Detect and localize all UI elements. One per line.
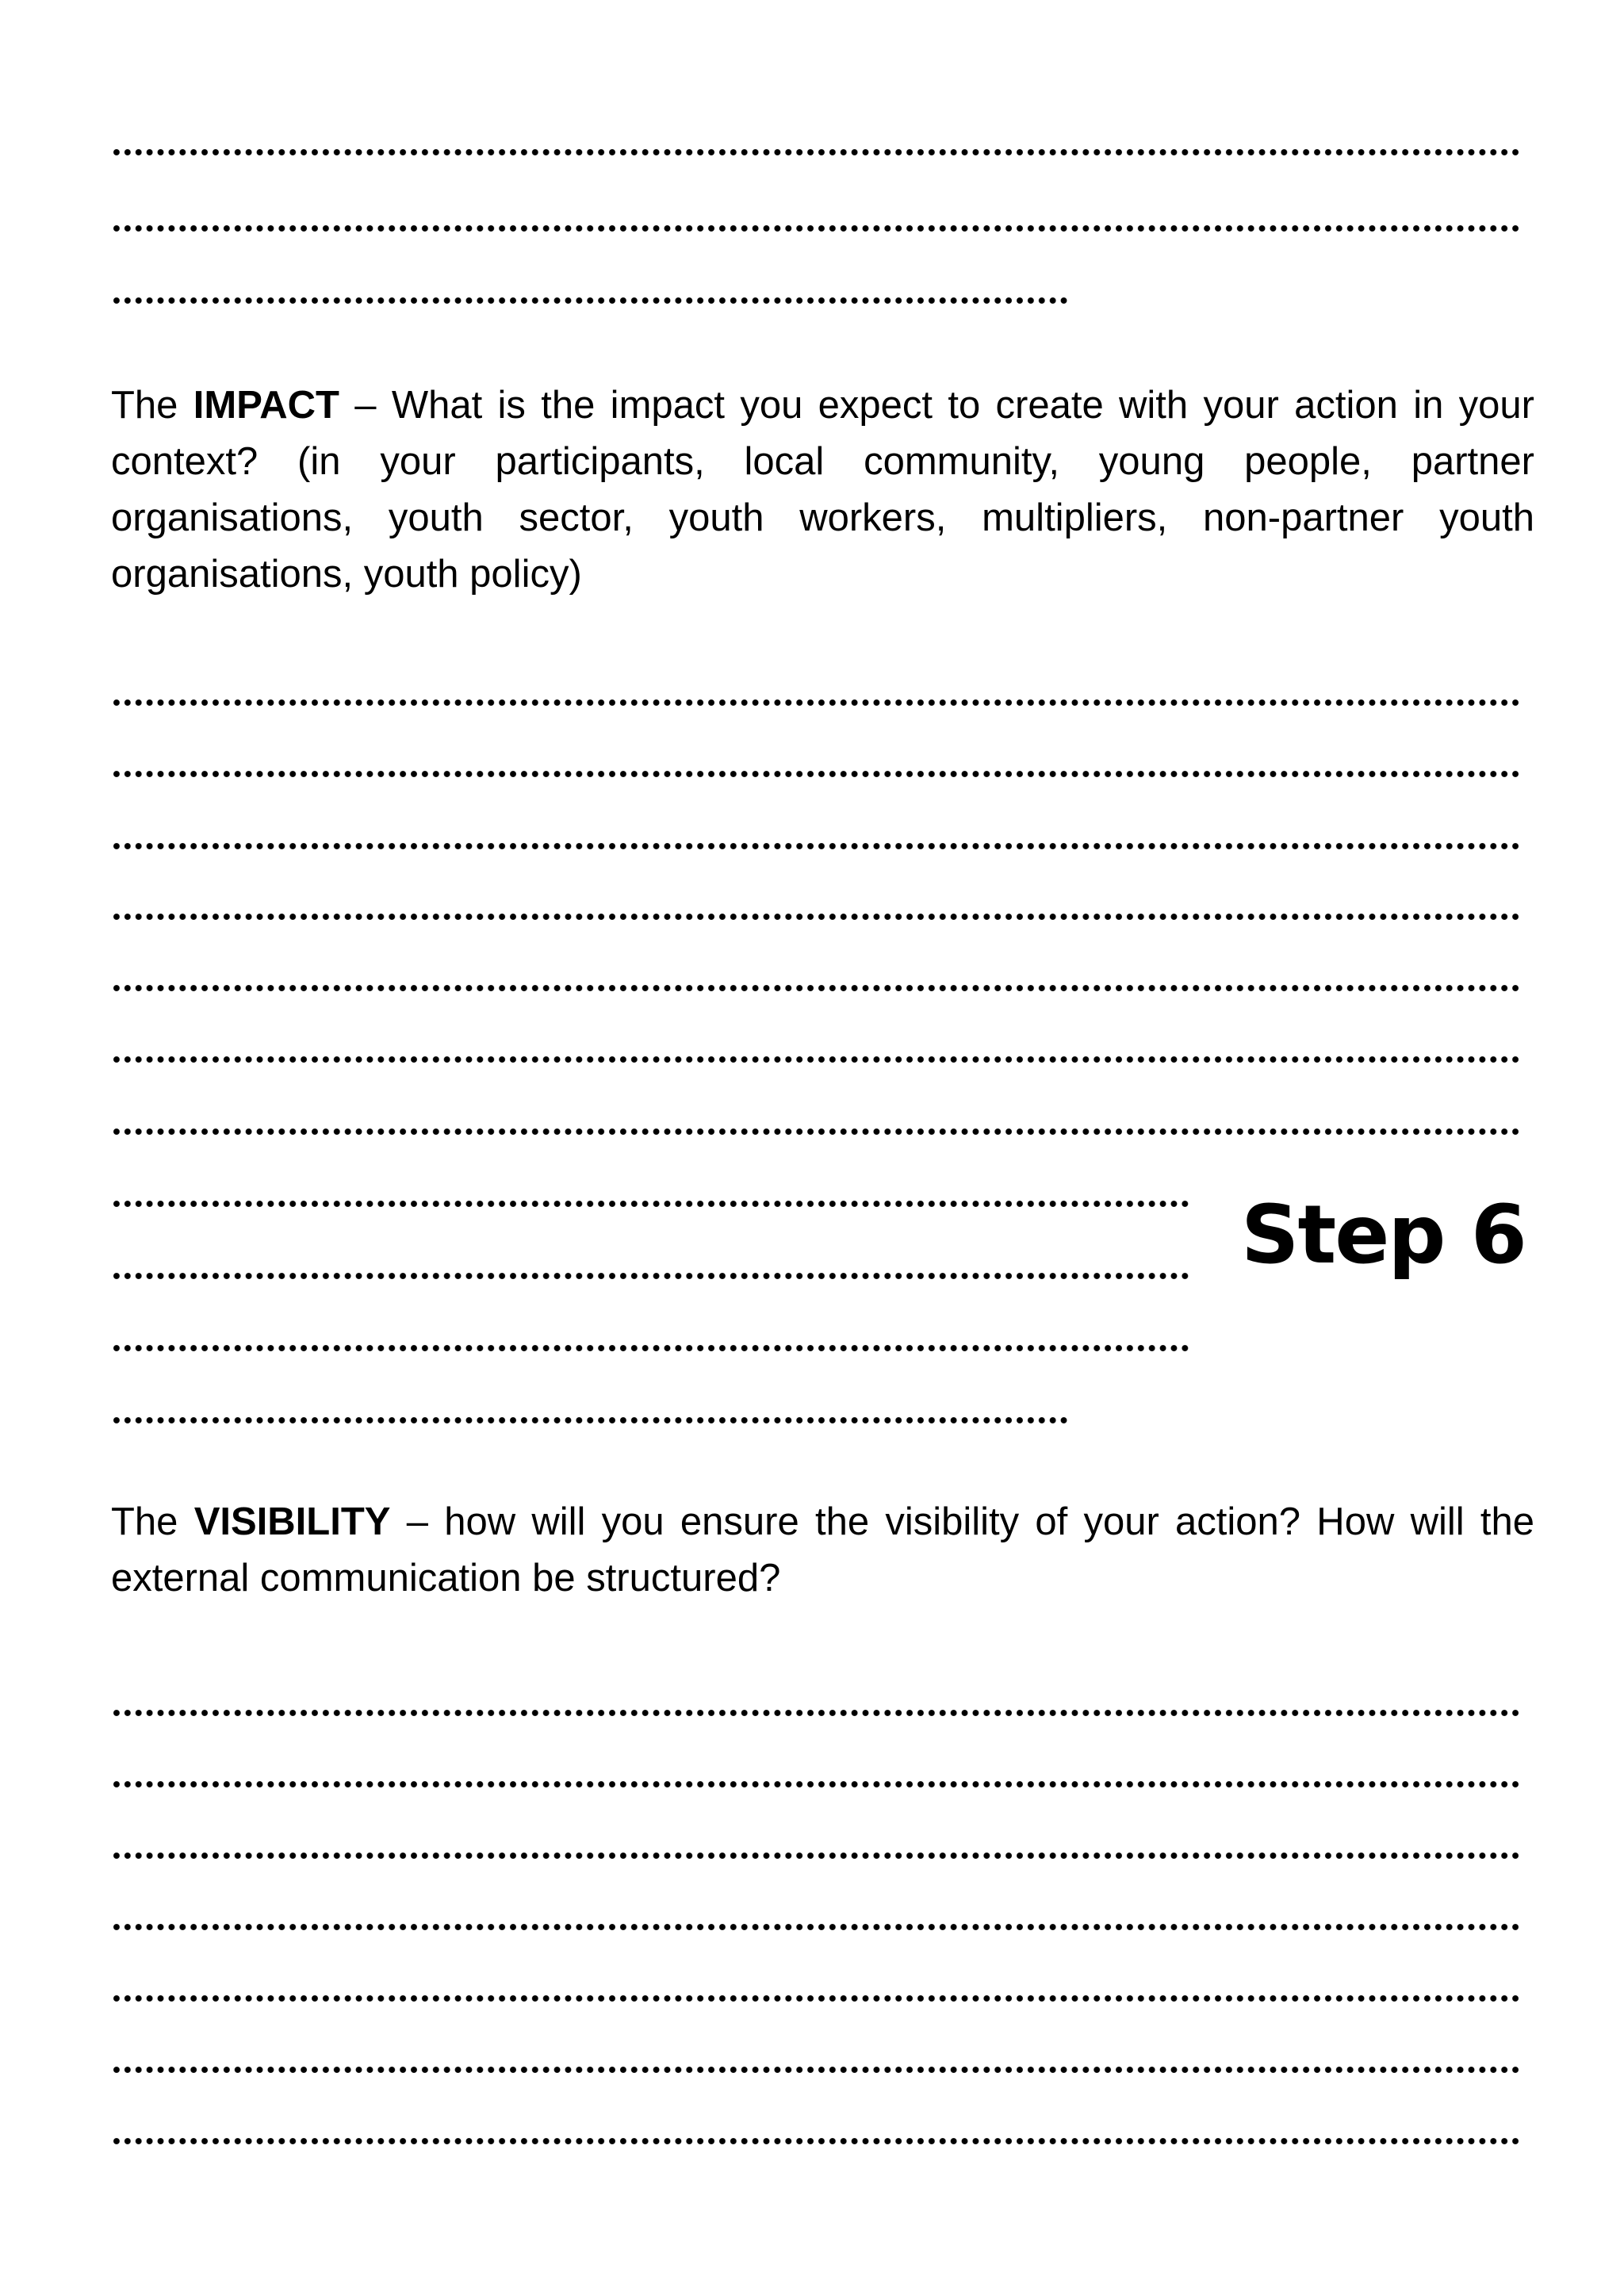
answer-line [111, 769, 1522, 779]
answer-line [111, 1994, 1522, 2003]
answer-line [111, 1780, 1522, 1789]
impact-prefix: The [111, 384, 193, 427]
answer-line [111, 2065, 1522, 2075]
answer-line [111, 983, 1522, 993]
impact-text: – What is the impact you expect to create with your action in your context? (in your participants, local community, young people, partner organisations, youth sector, youth workers, multipliers, non-partner youth organisations, youth policy) [111, 384, 1534, 596]
answer-line [111, 148, 1522, 157]
answer-line [111, 1271, 1189, 1281]
answer-line [111, 224, 1522, 233]
answer-line [111, 1127, 1522, 1136]
visibility-text: – how will you ensure the visibility of your action? How will the external communication be structured? [111, 1500, 1534, 1600]
visibility-question [111, 1494, 1534, 1607]
answer-line [111, 698, 1522, 707]
impact-keyword: IMPACT [193, 384, 339, 427]
visibility-keyword: VISIBILITY [193, 1500, 391, 1543]
answer-line [111, 1343, 1189, 1353]
impact-question [111, 377, 1534, 603]
answer-line [111, 296, 1071, 305]
answer-line [111, 912, 1522, 921]
answer-line [111, 1199, 1189, 1209]
answer-line [111, 1708, 1522, 1718]
answer-line [111, 1922, 1522, 1932]
visibility-prefix: The [111, 1500, 194, 1543]
answer-line [111, 2136, 1522, 2146]
answer-line [111, 841, 1522, 851]
answer-line [111, 1055, 1522, 1064]
step-label: Step 6 [1241, 1188, 1526, 1282]
answer-line [111, 1416, 1071, 1425]
answer-line [111, 1851, 1522, 1860]
